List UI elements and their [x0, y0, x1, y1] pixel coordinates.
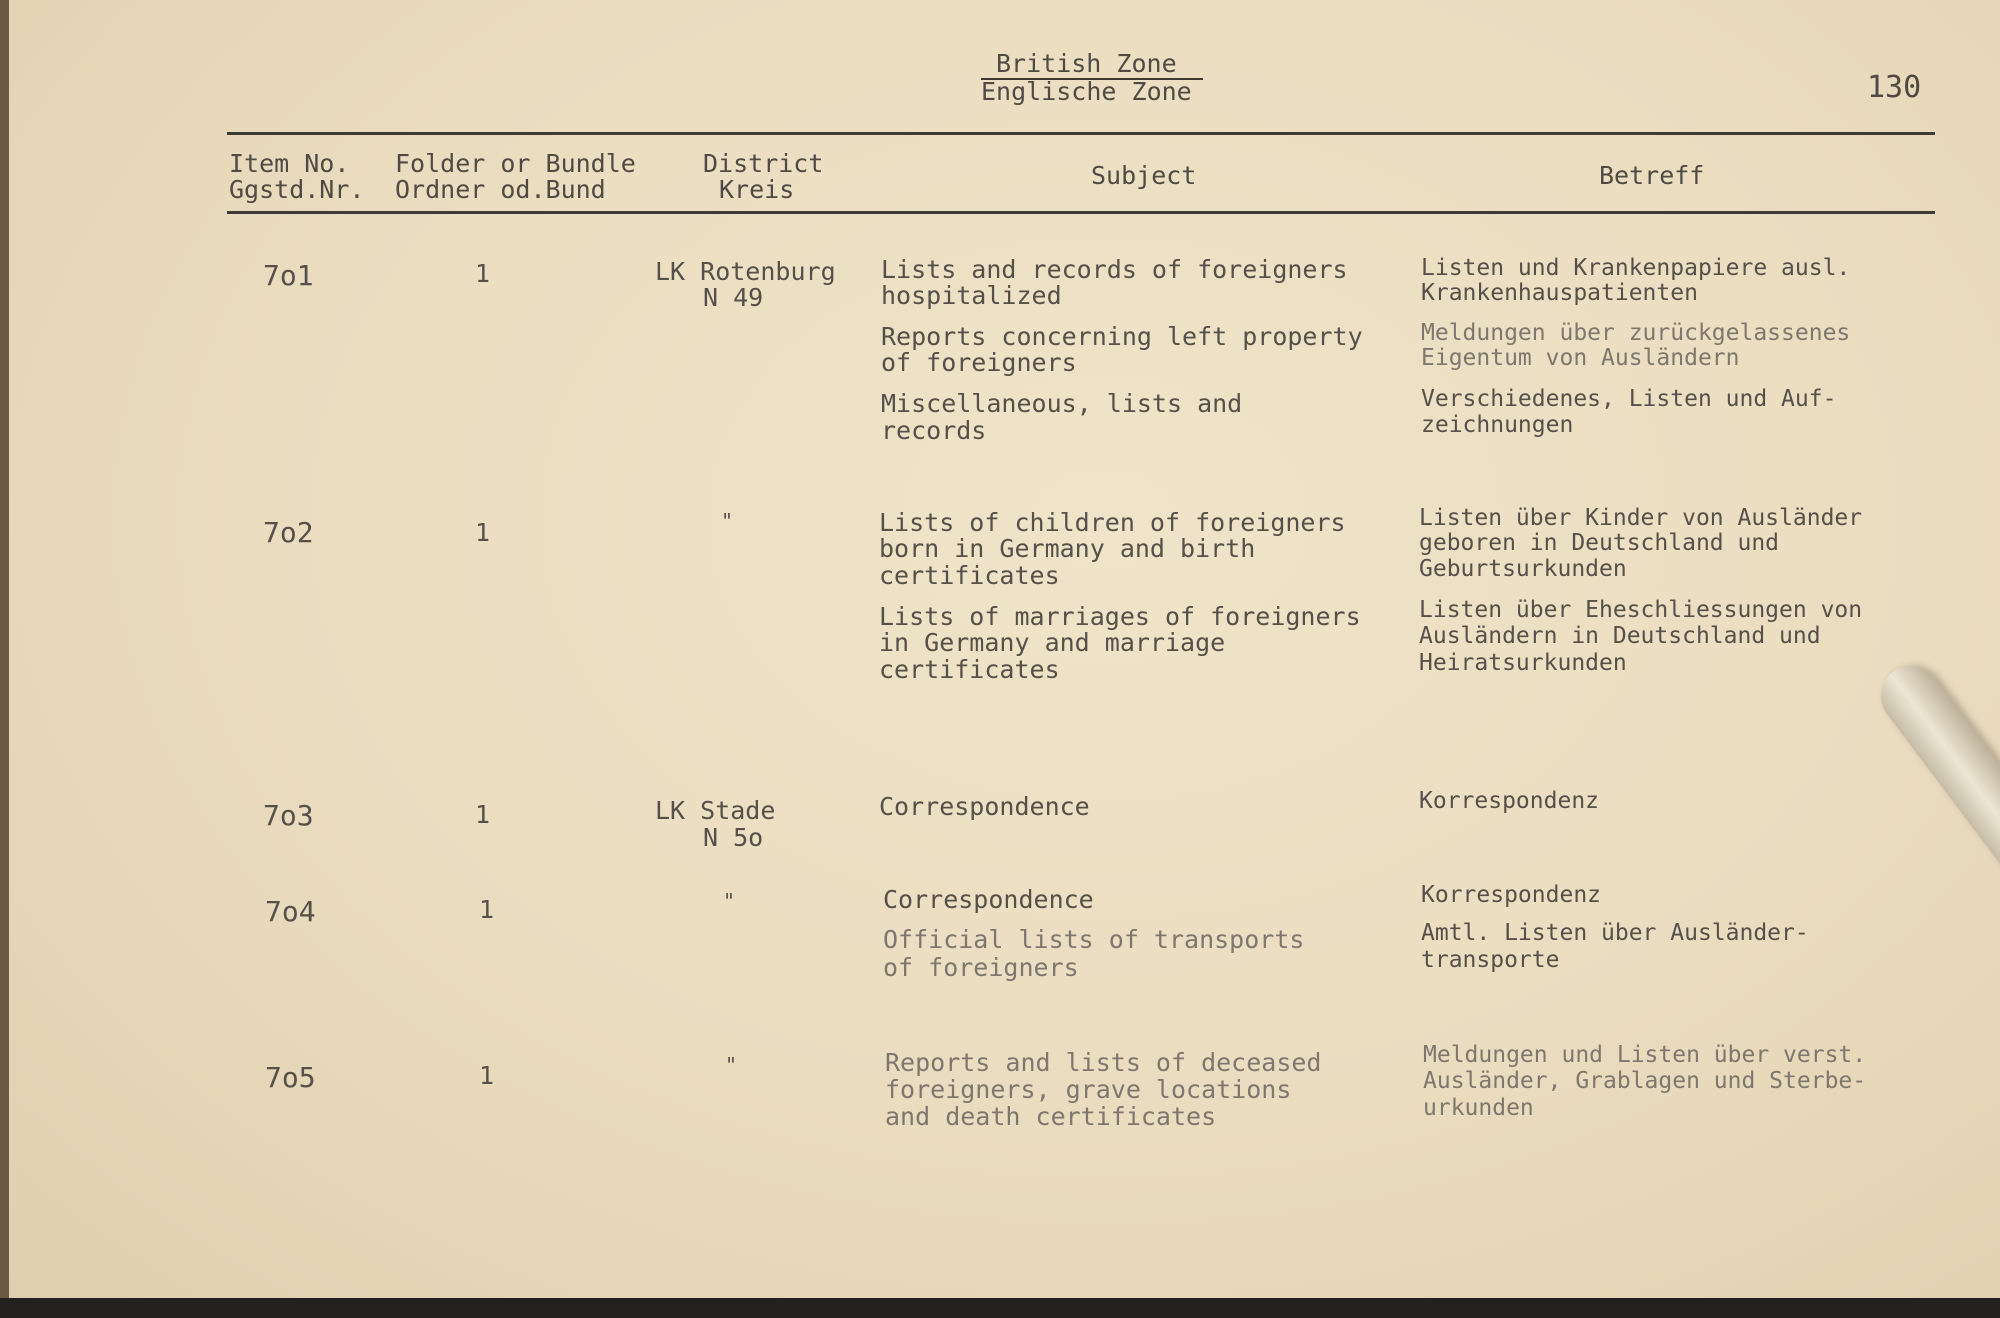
betreff-line: Verschiedenes, Listen und Auf- [1421, 386, 1837, 412]
subject-line: records [881, 416, 987, 445]
subject-line: Correspondence [883, 885, 1094, 914]
subject-line: born in Germany and birth [879, 534, 1256, 563]
zone-title-english: British Zone [996, 49, 1177, 78]
folder-count: 1 [475, 259, 491, 288]
pointer-tool [1869, 654, 2000, 898]
betreff-line: Meldungen und Listen über verst. [1423, 1042, 1867, 1068]
subject-line: Reports concerning left property [881, 322, 1363, 351]
betreff-line: Eigentum von Ausländern [1421, 345, 1740, 371]
page-edge-shadow [0, 1298, 2000, 1318]
folder-count: 1 [479, 1061, 495, 1090]
folder-count: 1 [479, 895, 495, 924]
column-header-folder-de: Ordner od.Bund [395, 175, 606, 204]
page-number: 130 [1867, 70, 1922, 105]
zone-title-german: Englische Zone [981, 77, 1192, 106]
subject-line: and death certificates [885, 1102, 1217, 1131]
district-ditto: " [723, 889, 736, 913]
subject-line: foreigners, grave locations [885, 1075, 1292, 1104]
subject-line: Correspondence [879, 792, 1090, 821]
betreff-line: Heiratsurkunden [1419, 650, 1627, 676]
subject-line: Official lists of transports [883, 925, 1305, 954]
column-header-betreff: Betreff [1599, 161, 1705, 190]
subject-line: Lists of children of foreigners [879, 508, 1346, 537]
betreff-line: Korrespondenz [1419, 788, 1600, 814]
subject-line: certificates [879, 561, 1060, 590]
betreff-line: Meldungen über zurückgelassenes [1421, 320, 1851, 346]
betreff-line: urkunden [1423, 1095, 1534, 1121]
betreff-line: geboren in Deutschland und [1419, 530, 1780, 556]
subject-line: Miscellaneous, lists and [881, 389, 1243, 418]
betreff-line: Listen über Eheschliessungen von [1419, 597, 1863, 623]
item-number: 7o2 [263, 516, 314, 549]
district-ditto: " [721, 509, 734, 533]
betreff-line: zeichnungen [1421, 412, 1574, 438]
betreff-line: Ausländern in Deutschland und [1419, 623, 1821, 649]
header-bottom-rule [227, 211, 1935, 214]
betreff-line: Ausländer, Grablagen und Sterbe- [1423, 1068, 1867, 1094]
subject-line: of foreigners [881, 348, 1077, 377]
folder-count: 1 [475, 800, 491, 829]
subject-line: Lists and records of foreigners [881, 255, 1348, 284]
betreff-line: Geburtsurkunden [1419, 556, 1627, 582]
subject-line: Lists of marriages of foreigners [879, 602, 1361, 631]
item-number: 7o5 [265, 1061, 316, 1094]
district-code: N 5o [703, 823, 764, 852]
column-header-item-de: Ggstd.Nr. [229, 175, 365, 204]
item-number: 7o1 [263, 259, 314, 292]
subject-line: Reports and lists of deceased [885, 1048, 1322, 1077]
district-name: LK Rotenburg [655, 257, 836, 286]
betreff-line: Listen über Kinder von Ausländer [1419, 505, 1863, 531]
subject-line: certificates [879, 655, 1060, 684]
column-header-item-en: Item No. [229, 149, 350, 178]
item-number: 7o3 [263, 799, 314, 832]
betreff-line: Korrespondenz [1421, 882, 1602, 908]
district-ditto: " [725, 1053, 738, 1077]
item-number: 7o4 [265, 895, 316, 928]
column-header-district-en: District [703, 149, 824, 178]
betreff-line: Krankenhauspatienten [1421, 280, 1698, 306]
column-header-folder-en: Folder or Bundle [395, 149, 636, 178]
subject-line: hospitalized [881, 281, 1062, 310]
betreff-line: transporte [1421, 947, 1560, 973]
column-header-district-de: Kreis [719, 175, 795, 204]
betreff-line: Amtl. Listen über Ausländer- [1421, 920, 1809, 946]
folder-count: 1 [475, 518, 491, 547]
betreff-line: Listen und Krankenpapiere ausl. [1421, 255, 1851, 281]
header-top-rule [227, 132, 1935, 135]
subject-line: of foreigners [883, 953, 1079, 982]
district-name: LK Stade [655, 796, 776, 825]
subject-line: in Germany and marriage [879, 628, 1226, 657]
district-code: N 49 [703, 283, 764, 312]
column-header-subject: Subject [1091, 161, 1197, 190]
